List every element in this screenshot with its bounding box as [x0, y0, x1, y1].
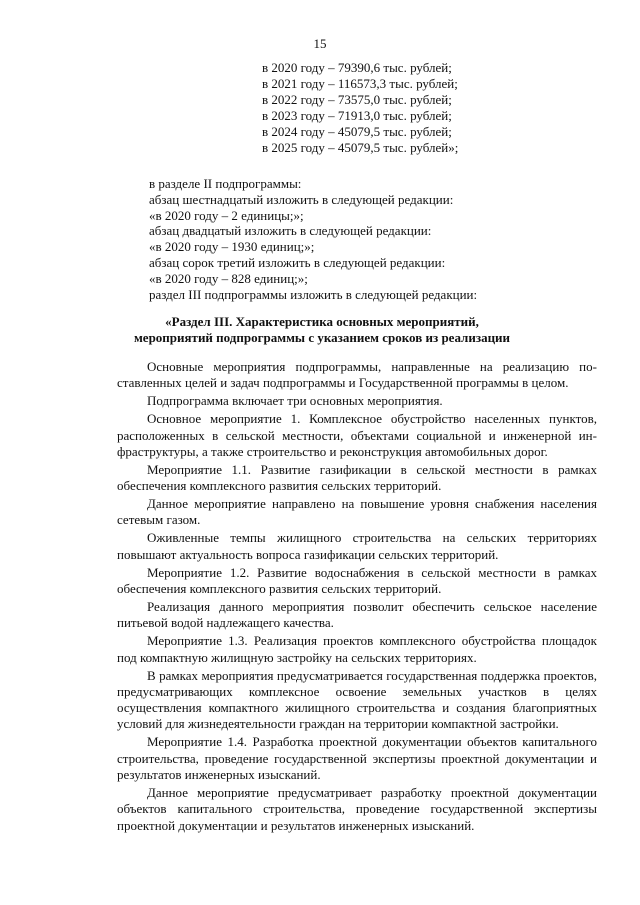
- paragraph: Данное мероприятие направлено на повышение уровня снабжения населения сетевым газом.: [117, 496, 597, 528]
- paragraph: Основное мероприятие 1. Комплексное обустройство населенных пунктов, расположенных в сельской местности, объектами социальной и инженерной инфраструктуры, а также строительство и реконструкция автомобильных дорог.: [117, 411, 597, 459]
- amendment-line: в разделе II подпрограммы:: [149, 176, 302, 191]
- paragraph: Основные мероприятия подпрограммы, направленные на реализацию поставленных целей и задач подпрограммы и Государственной программы в целом.: [117, 359, 597, 391]
- paragraph: Мероприятие 1.2. Развитие водоснабжения в сельской местности в рамках обеспечения комплексного развития сельских территорий.: [117, 564, 597, 596]
- paragraph: Подпрограмма включает три основных мероприятия.: [147, 393, 443, 409]
- amendment-line: абзац шестнадцатый изложить в следующей редакции:: [149, 191, 454, 207]
- section-heading-line-2: мероприятий подпрограммы с указанием сроков из реализации: [133, 330, 511, 345]
- funding-2021: в 2021 году – 116573,3 тыс. рублей;: [262, 76, 458, 91]
- section-heading: [60, 314, 584, 346]
- paragraph: Данное мероприятие предусматривает разработку проектной документации объектов капитального строительства, проведение государственной экспертизы проектной документации и результатов инженерных изысканий.: [117, 784, 597, 833]
- amendment-line: «в 2020 году – 1930 единиц;»;: [149, 239, 315, 255]
- amendment-line: «в 2020 году – 828 единиц;»;: [149, 270, 308, 286]
- amendment-line: абзац двадцатый изложить в следующей редакции:: [149, 223, 432, 239]
- funding-2022: в 2022 году – 73575,0 тыс. рублей;: [262, 92, 452, 107]
- paragraph: Реализация данного мероприятия позволит обеспечить сельское население питьевой водой надлежащего качества.: [117, 598, 597, 631]
- paragraph: В рамках мероприятия предусматривается государственная поддержка проектов, предусматривающих комплексное освоение земельных участков в целях осуществления компактного жилищного строительства и создания благоприятных условий для жизнедеятельности граждан на территории компактной застройки.: [117, 667, 597, 732]
- page-number: 15: [313, 36, 327, 51]
- amendment-line: абзац сорок третий изложить в следующей редакции:: [149, 254, 446, 270]
- amendments-list: [149, 176, 477, 302]
- funding-2025: в 2025 году – 45079,5 тыс. рублей»;: [262, 140, 459, 155]
- funding-list: [262, 60, 458, 156]
- amendment-line: «в 2020 году – 2 единицы;»;: [149, 207, 304, 223]
- paragraph: Мероприятие 1.4. Разработка проектной документации объектов капитального строительства, проведение государственной экспертизы проектной документации и результатов инженерных изысканий.: [117, 734, 597, 782]
- funding-2023: в 2023 году – 71913,0 тыс. рублей;: [262, 108, 452, 123]
- paragraph: Оживленные темпы жилищного строительства на сельских территориях повышают актуальность вопроса газификации сельских территорий.: [117, 530, 597, 562]
- paragraph: Мероприятие 1.1. Развитие газификации в сельской местности в рамках обеспечения комплексного развития сельских территорий.: [117, 461, 597, 494]
- funding-2024: в 2024 году – 45079,5 тыс. рублей;: [262, 124, 452, 139]
- paragraph: Мероприятие 1.3. Реализация проектов комплексного обустройства площадок под компактную жилищную застройку на сельских территориях.: [117, 633, 597, 665]
- section-heading-line-1: «Раздел III. Характеристика основных мероприятий,: [165, 314, 479, 329]
- amendment-line: раздел III подпрограммы изложить в следующей редакции:: [149, 286, 478, 302]
- section-body: [117, 359, 597, 836]
- funding-2020: в 2020 году – 79390,6 тыс. рублей;: [262, 60, 452, 75]
